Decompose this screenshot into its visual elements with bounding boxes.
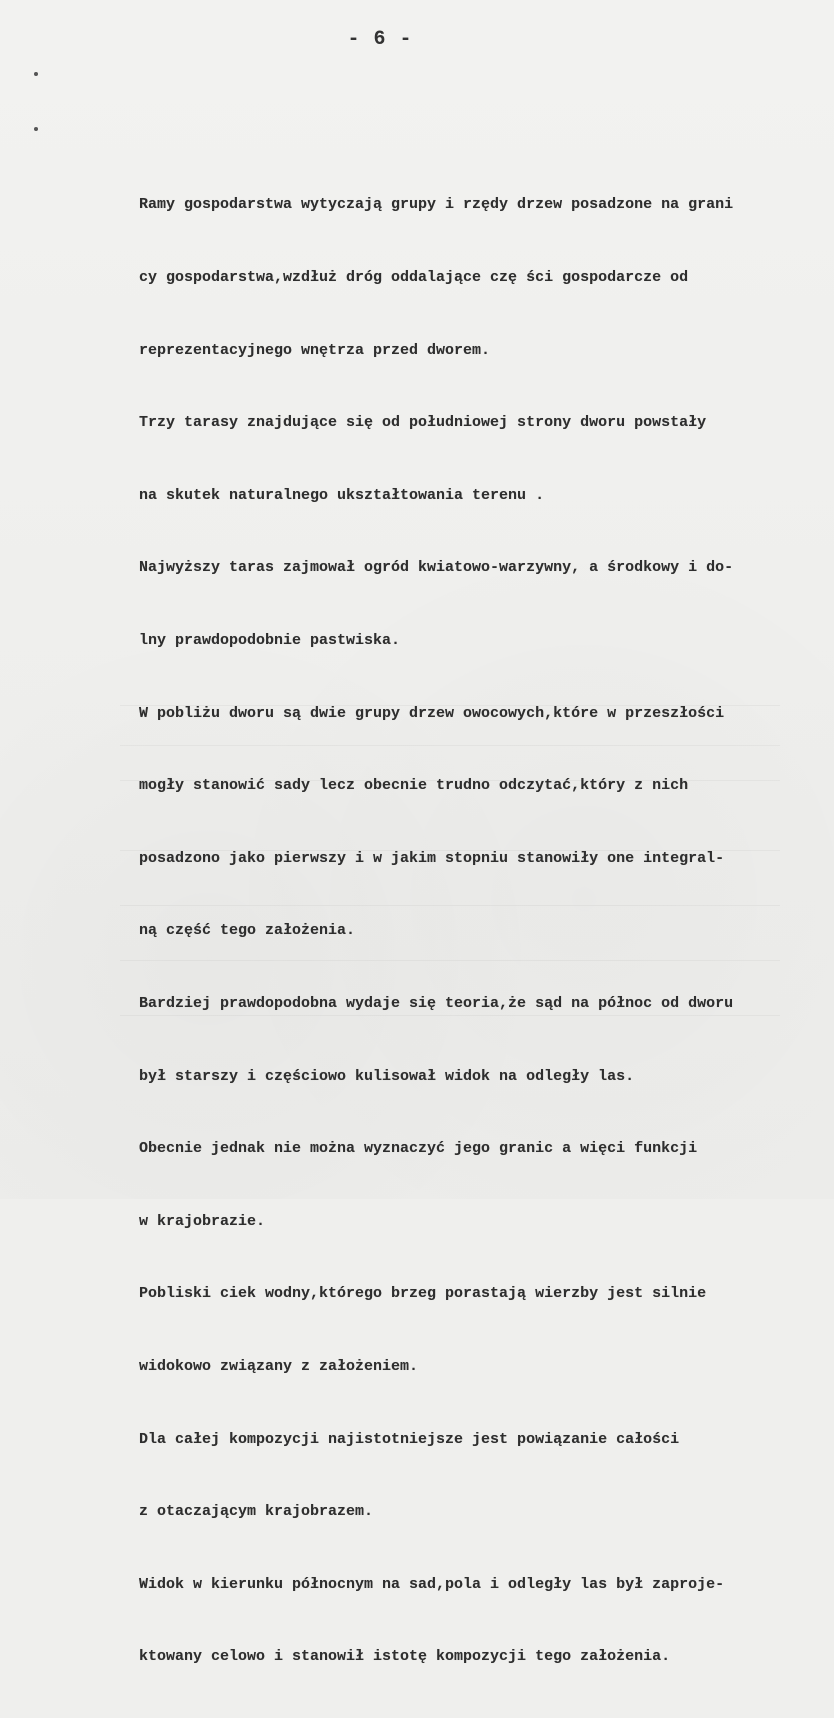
text-line: Dla całej kompozycji najistotniejsze jest powiązanie całości xyxy=(139,1430,680,1448)
text-line: posadzono jako pierwszy i w jakim stopniu stanowiły one integral- xyxy=(139,849,725,867)
margin-dot xyxy=(34,72,38,76)
text-line: Pobliski ciek wodny,którego brzeg porastają wierzby jest silnie xyxy=(139,1285,707,1303)
margin-dot xyxy=(34,127,38,131)
text-line: Widok w kierunku północnym na sad,pola i odległy las był zaproje- xyxy=(139,1575,725,1593)
text-line: z otaczającym krajobrazem. xyxy=(139,1503,374,1521)
text-line: ktowany celowo i stanowił istotę kompozycji tego założenia. xyxy=(139,1648,671,1666)
text-line: Trzy tarasy znajdujące się od południowej strony dworu powstały xyxy=(139,414,707,432)
text-line: był starszy i częściowo kulisował widok na odległy las. xyxy=(139,1067,635,1085)
text-line: widokowo związany z założeniem. xyxy=(139,1357,419,1375)
text-line: ną część tego założenia. xyxy=(139,922,356,940)
text-line: Bardziej prawdopodobna wydaje się teoria,że sąd na północ od dworu xyxy=(139,994,734,1012)
text-line: na skutek naturalnego ukształtowania terenu . xyxy=(139,486,545,504)
text-line: Najwyższy taras zajmował ogród kwiatowo-warzywny, a środkowy i do- xyxy=(139,559,734,577)
text-line: W pobliżu dworu są dwie grupy drzew owocowych,które w przeszłości xyxy=(139,704,725,722)
text-line: Ramy gospodarstwa wytyczają grupy i rzędy drzew posadzone na grani xyxy=(139,196,734,214)
text-line: cy gospodarstwa,wzdłuż dróg oddalające czę ści gospodarcze od xyxy=(139,269,689,286)
page-number: - 6 - xyxy=(347,28,413,51)
text-line: w krajobrazie. xyxy=(139,1212,266,1230)
text-line: reprezentacyjnego wnętrza przed dworem. xyxy=(139,341,491,359)
typewritten-body xyxy=(139,145,829,1718)
text-line: mogły stanowić sady lecz obecnie trudno odczytać,który z nich xyxy=(139,777,689,795)
text-line: lny prawdopodobnie pastwiska. xyxy=(139,631,401,649)
text-line: Obecnie jednak nie można wyznaczyć jego granic a więci funkcji xyxy=(139,1140,698,1158)
